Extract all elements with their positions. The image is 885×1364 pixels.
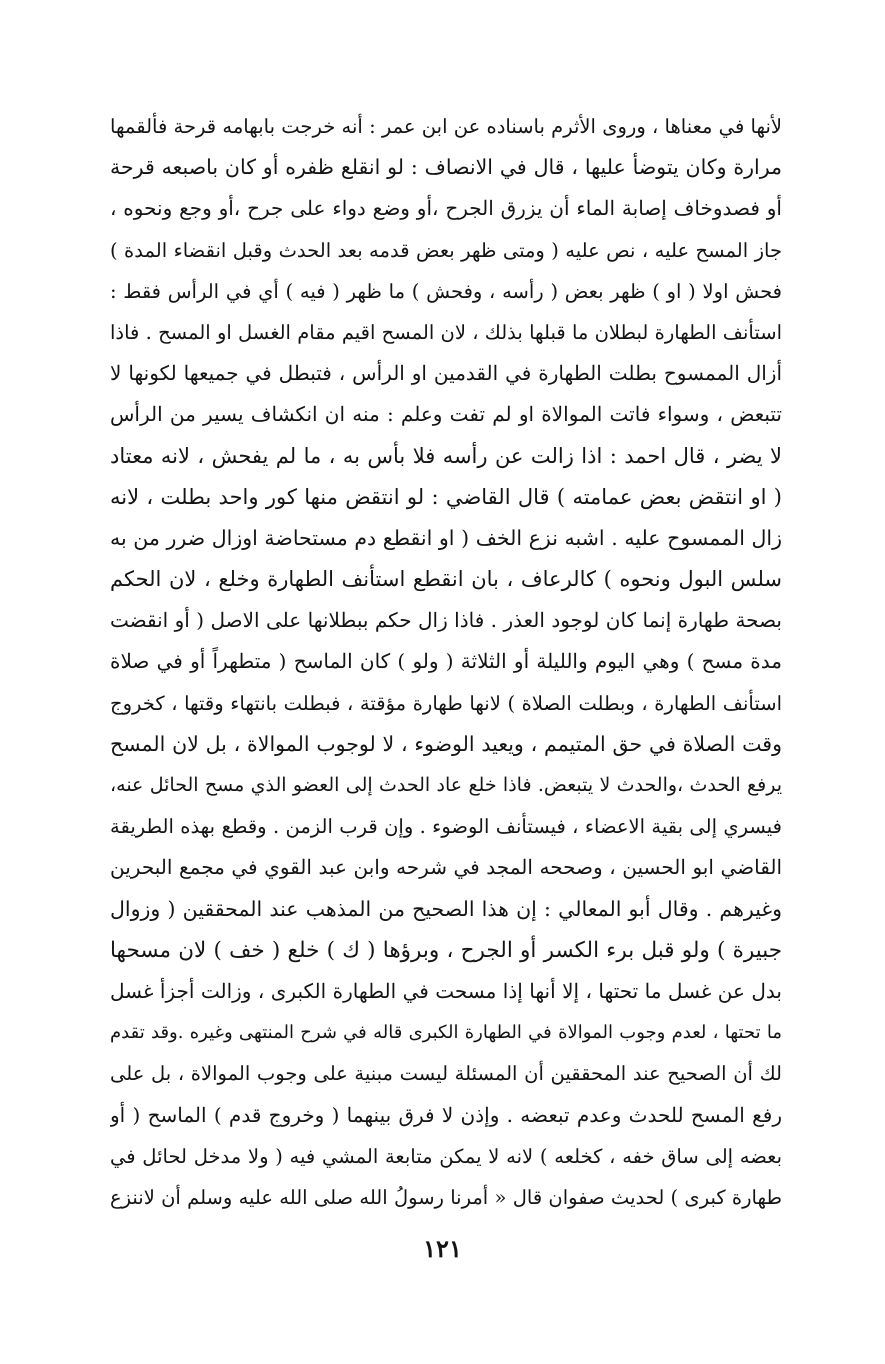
text-line: سلس البول ونحوه ) كالرعاف ، بان انقطع استأنف الطهارة وخلع ، لان الحكم (110, 567, 782, 592)
text-line: وغيرهم . وقال أبو المعالي : إن هذا الصحيح من المذهب عند المحققين ( وزوال (110, 896, 782, 921)
text-line: استأنف الطهارة لبطلان ما قبلها بذلك ، لان المسح اقيم مقام الغسل او المسح . فاذا (110, 320, 782, 344)
text-line: لا يضر ، قال احمد : اذا زالت عن رأسه فلا بأس به ، ما لم يفحش ، لانه معتاد (110, 443, 782, 468)
text-line: أزال الممسوح بطلت الطهارة في القدمين او الرأس ، فتبطل في جميعها لكونها لا (110, 361, 782, 386)
text-line: زال الممسوح عليه . اشبه نزع الخف ( او انقطع دم مستحاضة اوزال ضرر من به (110, 525, 782, 550)
text-line: مرارة وكان يتوضأ عليها ، قال في الانصاف : لو انقلع ظفره أو كان باصبعه قرحة (110, 155, 782, 180)
text-line: رفع المسح للحدث وعدم تبعضه . وإذن لا فرق بينهما ( وخروج قدم ) الماسح ( أو (110, 1102, 782, 1127)
text-line: يرفع الحدث ،والحدث لا يتبعض. فاذا خلع عاد الحدث إلى العضو الذي مسح الحائل عنه، (110, 774, 782, 796)
text-line: أو فصدوخاف إصابة الماء أن يزرق الجرح ،أو وضع دواء على جرح ،أو وجع ونحوه ، (110, 196, 782, 221)
text-line: تتبعض ، وسواء فاتت الموالاة او لم تفت وعلم : منه ان انكشاف يسير من الرأس (110, 402, 782, 427)
body-text (110, 106, 782, 1218)
text-line: بدل عن غسل ما تحتها ، إلا أنها إذا مسحت في الطهارة الكبرى ، وزالت أجزأ غسل (110, 978, 782, 1003)
text-line: مدة مسح ) وهي اليوم والليلة أو الثلاثة ( ولو ) كان الماسح ( متطهراً أو في صلاة (110, 649, 782, 674)
text-line: وقت الصلاة في حق المتيمم ، ويعيد الوضوء ، لا لوجوب الموالاة ، بل لان المسح (110, 731, 782, 756)
text-line: لأنها في معناها ، وروى الأثرم باسناده عن ابن عمر : أنه خرجت بابهامه قرحة فألقمها (110, 115, 782, 138)
text-line: ما تحتها ، لعدم وجوب الموالاة في الطهارة الكبرى قاله في شرح المنتهى وغيره .وقد تقدم (110, 1022, 782, 1044)
text-line: استأنف الطهارة ، وبطلت الصلاة ) لانها طهارة مؤقتة ، فبطلت بانتهاء وقتها ، كخروج (110, 691, 782, 715)
text-line: جبيرة ) ولو قبل برء الكسر أو الجرح ، وبرؤها ( ك ) خلع ( خف ) لان مسحها (110, 937, 782, 963)
text-line: بعضه إلى ساق خفه ، كخلعه ) لانه لا يمكن متابعة المشي فيه ( ولا مدخل لحائل في (110, 1144, 782, 1168)
text-line: فيسري إلى بقية الاعضاء ، فيستأنف الوضوء . وإن قرب الزمن . وقطع بهذه الطريقة (110, 815, 782, 839)
text-line: جاز المسح عليه ، نص عليه ( ومتى ظهر بعض قدمه بعد الحدث وقبل انقضاء المدة ) (110, 238, 782, 262)
text-line: القاضي ابو الحسين ، وصححه المجد في شرحه وابن عبد القوي في مجمع البحرين (110, 855, 782, 880)
text-line: ( او انتقض بعض عمامته ) قال القاضي : لو انتقض منها كور واحد بطلت ، لانه (110, 484, 782, 509)
text-line: فحش اولا ( او ) ظهر بعض ( رأسه ، وفحش ) ما ظهر ( فيه ) أي في الرأس فقط : (110, 279, 782, 303)
text-line: لك أن الصحيح عند المحققين أن المسئلة ليست مبنية على وجوب الموالاة ، بل على (110, 1062, 782, 1086)
text-line: بصحة طهارة إنما كان لوجود العذر . فاذا زال حكم ببطلانها على الاصل ( أو انقضت (110, 608, 782, 633)
text-line: طهارة كبرى ) لحديث صفوان قال « أمرنا رسولُ الله صلى الله عليه وسلم أن لاننزع (110, 1185, 782, 1209)
page-number: ١٢١ (423, 1234, 462, 1263)
